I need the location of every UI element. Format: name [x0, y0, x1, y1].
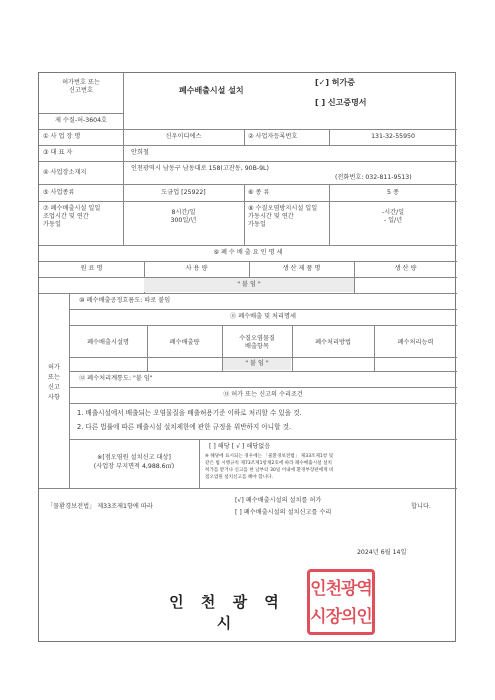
decision-law: 「물환경보전법」 제33조제1항에 따라	[47, 503, 153, 510]
section11-heading: ⑪ 폐수배출 및 처리명세	[230, 313, 296, 320]
operating-time-value: 8시간/일 300일/년	[170, 209, 197, 224]
treatment-method-header: 폐수처리방법	[315, 339, 351, 346]
condition-1: 1. 배출시설에서 배출되는 오염물질을 배출허용기준 이하로 처리할 수 있을 것.	[77, 409, 302, 417]
treatment-time-label: ⑧ 수질오염방지시설 일일 가동시간 및 연간 가동일	[248, 205, 318, 228]
treatment-capacity-header: 폐수처리능력	[397, 339, 434, 346]
section10-text: ⑩ 폐수배출공정흐름도: 따로 붙임	[79, 297, 171, 304]
phone-value: (전화번호: 032-811-9513)	[335, 174, 412, 181]
issue-date: 2024년 6월 14일	[357, 549, 407, 556]
decision-option-report: [ ] 폐수배출시설의 설치신고를 수리	[235, 509, 332, 516]
representative-value: 안희철	[131, 149, 149, 156]
nonpoint-check: [ ] 해당 [ √ ] 해당없음	[209, 443, 271, 450]
product-header: 생 산 제 품 명	[282, 265, 321, 272]
pollutant-items-header: 수질오염물질 배출항목	[239, 335, 275, 350]
bizno-value: 131-32-55950	[371, 133, 415, 140]
section11-attached: " 붙 임 "	[245, 360, 269, 367]
official-seal: 인천광역 시장의인	[307, 569, 375, 635]
treatment-time-value: -시간/일 - 일/년	[381, 209, 405, 224]
condition-2: 2. 다른 법률에 따른 배출시설 설치제한에 관한 규정을 위반하지 아니할 것.	[77, 423, 292, 431]
industry-value: 도금업 [25922]	[161, 189, 206, 196]
document-title: 폐수배출시설 설치	[179, 86, 244, 95]
nonpoint-target: ※[점오염원 설치신고 대상] (사업장 부지면적 4,988.6㎡)	[93, 454, 175, 470]
industry-label: ⑤ 사업종류	[43, 189, 75, 196]
section12-text: ⑫ 폐수처리계통도: "붙 임"	[79, 375, 153, 382]
address-value: 인천광역시 남동구 남동대로 158(고잔동, 90B-9L)	[131, 165, 269, 172]
operating-time-label: ⑦ 폐수배출시설 일일 조업시간 및 연간 가동일	[43, 205, 101, 228]
decision-option-permit: [√] 폐수배출시설의 설치를 허가	[235, 497, 322, 504]
permit-number-label: 허가번호 또는 신고번호	[62, 79, 100, 94]
side-label: 허가 또는 신고 사항	[48, 364, 60, 401]
permit-option: [✓] 허가증	[315, 78, 355, 87]
class-label: ⑥ 종 류	[248, 189, 270, 196]
class-value: 5 종	[387, 189, 399, 196]
permit-document	[38, 72, 456, 642]
representative-label: ③ 대 표 자	[43, 149, 73, 156]
permit-number-value: 제 수질-허-3604호	[54, 117, 108, 124]
report-option: [ ] 신고증명서	[315, 98, 367, 107]
section9-heading: ⑨ 폐 수 배 출 요 인 명 세	[213, 249, 283, 256]
nonpoint-note: ※ 해당에 표시되는 경우에는 「물환경보전법」 제33조제1항 및 같은 법 시행규칙 제73조제1항제2호에 따라 폐수배출시설 설치 허가를 받거나 신고를 한 날부터 30일 이내에 환경부장관에게 비 점오염원 설치신고를 해야 합니다.	[205, 454, 334, 480]
usage-header: 사 용 량	[185, 265, 208, 272]
decision-suffix: 합니다.	[411, 503, 431, 510]
section9-attached: " 붙 임 "	[237, 281, 261, 288]
section13-heading: ⑬ 허가 또는 신고의 수리조건	[223, 391, 303, 398]
facility-name-header: 폐수배출시설명	[87, 339, 129, 346]
address-label: ④ 사업장소재지	[43, 169, 87, 176]
issuer-name: 인 천 광 역 시	[169, 593, 285, 632]
production-header: 생 산 량	[394, 265, 417, 272]
company-label: ① 사 업 장 명	[43, 133, 81, 140]
bizno-label: ② 사업자등록번호	[248, 133, 298, 140]
company-value: 신우이디에스	[165, 133, 202, 140]
discharge-volume-header: 폐수배출량	[169, 339, 200, 346]
raw-material-header: 원 료 명	[80, 265, 103, 272]
